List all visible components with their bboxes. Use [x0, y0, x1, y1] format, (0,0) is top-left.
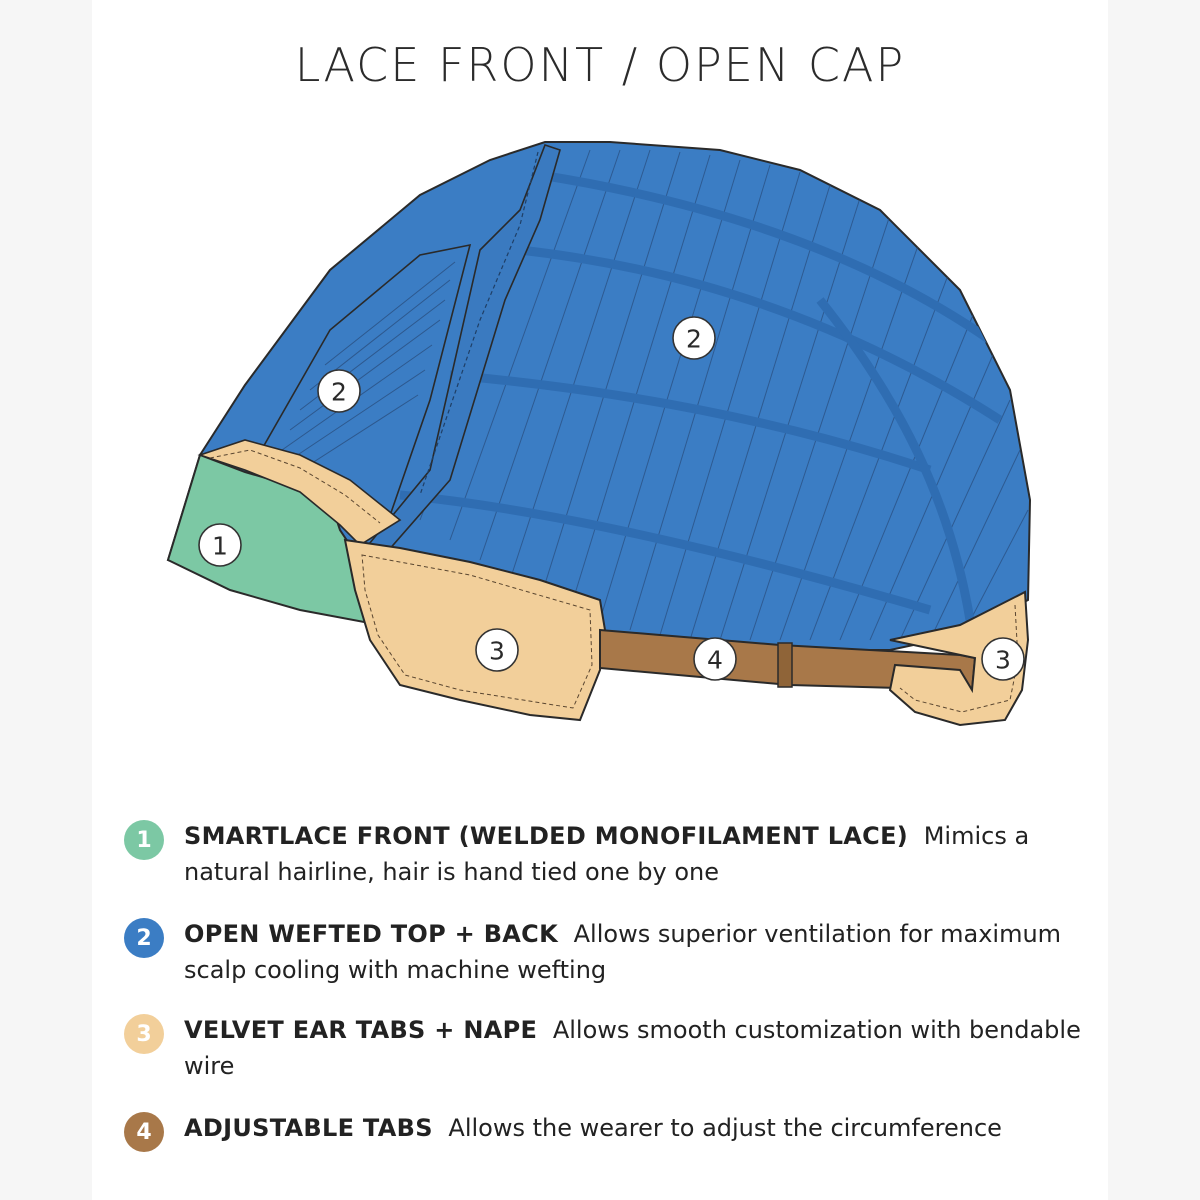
legend-description: Mimics a natural hairline, hair is hand tied one by one: [184, 822, 1030, 886]
marker-nape: [982, 638, 1024, 680]
legend-description: Allows the wearer to adjust the circumference: [448, 1114, 1002, 1142]
legend-badge: 1: [124, 820, 164, 860]
strap-buckle: [778, 643, 792, 687]
svg-text:4: 4: [707, 645, 723, 675]
marker-adjustable-tab: [694, 638, 736, 680]
legend-heading: SMARTLACE FRONT (WELDED MONOFILAMENT LACE): [184, 822, 909, 850]
svg-text:3: 3: [489, 636, 505, 666]
legend-description: Allows smooth customization with bendable wire: [184, 1016, 1081, 1080]
svg-text:1: 1: [212, 531, 228, 561]
legend-badge: 4: [124, 1112, 164, 1152]
marker-lace-front: [199, 524, 241, 566]
legend-text: [184, 1012, 1084, 1084]
legend-badge: 3: [124, 1014, 164, 1054]
legend-badge: 2: [124, 918, 164, 958]
legend-text: [184, 916, 1084, 988]
marker-crown-panel: [318, 370, 360, 412]
svg-text:2: 2: [331, 377, 347, 407]
svg-text:2: 2: [686, 324, 702, 354]
page-title: LACE FRONT / OPEN CAP: [294, 38, 906, 92]
legend-text: [184, 1110, 1084, 1146]
legend-heading: ADJUSTABLE TABS: [184, 1114, 433, 1142]
svg-text:3: 3: [995, 645, 1011, 675]
legend-description: Allows superior ventilation for maximum scalp cooling with machine wefting: [184, 920, 1062, 984]
legend-text: [184, 818, 1084, 890]
legend-heading: OPEN WEFTED TOP + BACK: [184, 920, 558, 948]
marker-open-wefted: [673, 317, 715, 359]
legend-heading: VELVET EAR TABS + NAPE: [184, 1016, 538, 1044]
marker-ear-tab: [476, 629, 518, 671]
